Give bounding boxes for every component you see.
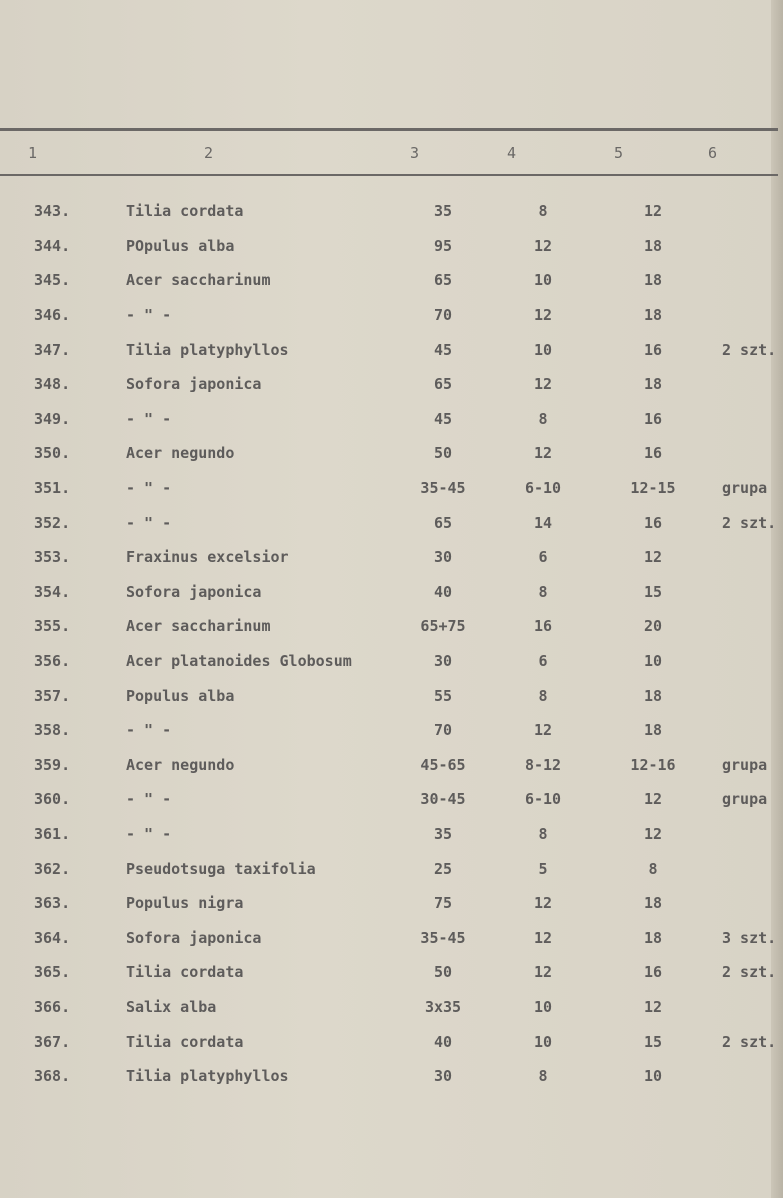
col-4-value: 6 [538, 548, 548, 567]
species-name: Acer saccharinum [126, 617, 271, 636]
col-3-value: 65 [433, 271, 453, 290]
col-4-value: 14 [533, 513, 553, 532]
table-row [0, 1024, 783, 1059]
col-3-value: 75 [433, 894, 453, 913]
table-row [0, 298, 783, 333]
species-name: Tilia platyphyllos [126, 340, 289, 359]
table-row [0, 367, 783, 402]
col-5-value: 8 [648, 859, 658, 878]
row-number: 357. [34, 686, 71, 705]
header-col-6: 6 [708, 144, 718, 162]
col-6-note: 2 szt. [722, 340, 777, 359]
row-number: 355. [34, 617, 71, 636]
col-3-value: 70 [433, 306, 453, 325]
col-4-value: 12 [533, 721, 553, 740]
col-3-value: 35 [433, 202, 453, 221]
col-4-value: 12 [533, 306, 553, 325]
col-6-note: 2 szt. [722, 963, 777, 982]
col-5-value: 18 [643, 271, 663, 290]
col-6-note [708, 367, 783, 402]
col-5-value: 12 [643, 548, 663, 567]
col-4-value: 6 [538, 652, 548, 671]
col-3-value: 25 [433, 859, 453, 878]
col-4-value: 12 [533, 894, 553, 913]
col-3-value: 65 [433, 375, 453, 394]
col-6-note: grupa [722, 790, 768, 809]
row-number: 367. [34, 1032, 71, 1051]
col-3-value: 50 [433, 963, 453, 982]
row-number: 360. [34, 790, 71, 809]
species-name: Sofora japonica [126, 375, 262, 394]
species-name: Tilia platyphyllos [126, 1067, 289, 1086]
col-5-value: 16 [643, 513, 663, 532]
col-5-value: 18 [643, 721, 663, 740]
table-row [0, 332, 783, 367]
col-3-value: 65+75 [420, 617, 466, 636]
col-6-note [708, 886, 783, 921]
col-4-value: 12 [533, 375, 553, 394]
row-number: 363. [34, 894, 71, 913]
col-6-note [708, 990, 783, 1025]
col-3-value: 35-45 [420, 928, 466, 947]
row-number: 364. [34, 928, 71, 947]
col-5-value: 16 [643, 409, 663, 428]
col-6-note [708, 851, 783, 886]
species-name: Acer saccharinum [126, 271, 271, 290]
col-6-note: 3 szt. [722, 928, 777, 947]
row-number: 347. [34, 340, 71, 359]
table-row [0, 748, 783, 783]
table-row [0, 229, 783, 264]
col-3-value: 30 [433, 652, 453, 671]
col-5-value: 10 [643, 652, 663, 671]
table-row [0, 1059, 783, 1094]
row-number: 345. [34, 271, 71, 290]
col-5-value: 18 [643, 375, 663, 394]
row-number: 344. [34, 236, 71, 255]
tree-inventory-table [0, 194, 783, 1093]
col-5-value: 12 [643, 202, 663, 221]
col-3-value: 30 [433, 548, 453, 567]
col-5-value: 12-15 [630, 479, 676, 498]
col-5-value: 12-16 [630, 755, 676, 774]
col-5-value: 16 [643, 340, 663, 359]
col-5-value: 15 [643, 1032, 663, 1051]
col-4-value: 8-12 [524, 755, 562, 774]
table-row [0, 505, 783, 540]
col-5-value: 18 [643, 306, 663, 325]
col-4-value: 6-10 [524, 790, 562, 809]
species-name: Sofora japonica [126, 582, 262, 601]
row-number: 365. [34, 963, 71, 982]
col-5-value: 12 [643, 997, 663, 1016]
table-header [0, 144, 783, 166]
col-6-note [708, 817, 783, 852]
col-5-value: 18 [643, 928, 663, 947]
table-row [0, 851, 783, 886]
species-name: - " - [126, 409, 172, 428]
species-name: Tilia cordata [126, 963, 244, 982]
col-5-value: 16 [643, 963, 663, 982]
row-number: 352. [34, 513, 71, 532]
row-number: 350. [34, 444, 71, 463]
header-col-3: 3 [410, 144, 420, 162]
col-3-value: 45-65 [420, 755, 466, 774]
table-row [0, 402, 783, 437]
col-4-value: 10 [533, 1032, 553, 1051]
col-3-value: 45 [433, 409, 453, 428]
col-3-value: 30 [433, 1067, 453, 1086]
col-4-value: 12 [533, 444, 553, 463]
col-3-value: 50 [433, 444, 453, 463]
header-col-4: 4 [507, 144, 517, 162]
col-3-value: 35-45 [420, 479, 466, 498]
col-4-value: 12 [533, 236, 553, 255]
species-name: Populus nigra [126, 894, 244, 913]
row-number: 353. [34, 548, 71, 567]
table-row [0, 471, 783, 506]
col-6-note [708, 713, 783, 748]
col-6-note: grupa [722, 479, 768, 498]
col-6-note: grupa [722, 755, 768, 774]
col-4-value: 8 [538, 409, 548, 428]
col-6-note [708, 678, 783, 713]
col-6-note [708, 436, 783, 471]
table-top-rule [0, 128, 778, 131]
row-number: 348. [34, 375, 71, 394]
col-3-value: 40 [433, 1032, 453, 1051]
col-5-value: 20 [643, 617, 663, 636]
col-4-value: 10 [533, 340, 553, 359]
species-name: Fraxinus excelsior [126, 548, 289, 567]
row-number: 346. [34, 306, 71, 325]
table-row [0, 817, 783, 852]
col-3-value: 55 [433, 686, 453, 705]
col-4-value: 8 [538, 686, 548, 705]
table-row [0, 920, 783, 955]
col-5-value: 18 [643, 236, 663, 255]
species-name: Tilia cordata [126, 202, 244, 221]
species-name: Acer platanoides Globosum [126, 652, 352, 671]
table-row [0, 955, 783, 990]
table-row [0, 886, 783, 921]
species-name: - " - [126, 306, 172, 325]
species-name: Sofora japonica [126, 928, 262, 947]
col-4-value: 8 [538, 202, 548, 221]
row-number: 356. [34, 652, 71, 671]
col-5-value: 12 [643, 790, 663, 809]
col-3-value: 95 [433, 236, 453, 255]
species-name: POpulus alba [126, 236, 235, 255]
col-5-value: 16 [643, 444, 663, 463]
col-4-value: 12 [533, 928, 553, 947]
table-row [0, 644, 783, 679]
col-4-value: 8 [538, 824, 548, 843]
col-3-value: 40 [433, 582, 453, 601]
col-5-value: 15 [643, 582, 663, 601]
species-name: Populus alba [126, 686, 235, 705]
table-row [0, 575, 783, 610]
row-number: 358. [34, 721, 71, 740]
header-col-1: 1 [28, 144, 38, 162]
col-4-value: 10 [533, 271, 553, 290]
row-number: 362. [34, 859, 71, 878]
col-3-value: 35 [433, 824, 453, 843]
table-row [0, 540, 783, 575]
row-number: 368. [34, 1067, 71, 1086]
row-number: 351. [34, 479, 71, 498]
col-6-note: 2 szt. [722, 513, 777, 532]
col-4-value: 5 [538, 859, 548, 878]
header-col-5: 5 [614, 144, 624, 162]
col-4-value: 6-10 [524, 479, 562, 498]
row-number: 349. [34, 409, 71, 428]
col-6-note [708, 575, 783, 610]
table-row [0, 990, 783, 1025]
species-name: Pseudotsuga taxifolia [126, 859, 316, 878]
species-name: Salix alba [126, 997, 217, 1016]
species-name: - " - [126, 513, 172, 532]
col-4-value: 12 [533, 963, 553, 982]
col-3-value: 65 [433, 513, 453, 532]
table-body [0, 194, 783, 1093]
col-6-note [708, 229, 783, 264]
col-6-note [708, 1059, 783, 1094]
row-number: 354. [34, 582, 71, 601]
table-row [0, 609, 783, 644]
col-4-value: 8 [538, 1067, 548, 1086]
header-col-2: 2 [204, 144, 214, 162]
table-row [0, 436, 783, 471]
col-5-value: 18 [643, 894, 663, 913]
row-number: 361. [34, 824, 71, 843]
col-6-note: 2 szt. [722, 1032, 777, 1051]
species-name: Acer negundo [126, 755, 235, 774]
species-name: - " - [126, 479, 172, 498]
species-name: Acer negundo [126, 444, 235, 463]
col-3-value: 45 [433, 340, 453, 359]
col-4-value: 10 [533, 997, 553, 1016]
col-3-value: 70 [433, 721, 453, 740]
species-name: Tilia cordata [126, 1032, 244, 1051]
species-name: - " - [126, 721, 172, 740]
header-bottom-rule [0, 174, 778, 176]
row-number: 343. [34, 202, 71, 221]
col-6-note [708, 402, 783, 437]
col-6-note [708, 609, 783, 644]
col-5-value: 12 [643, 824, 663, 843]
col-6-note [708, 644, 783, 679]
col-4-value: 8 [538, 582, 548, 601]
species-name: - " - [126, 790, 172, 809]
col-6-note [708, 540, 783, 575]
table-row [0, 263, 783, 298]
row-number: 366. [34, 997, 71, 1016]
col-4-value: 16 [533, 617, 553, 636]
species-name: - " - [126, 824, 172, 843]
table-row [0, 678, 783, 713]
table-row [0, 194, 783, 229]
col-3-value: 30-45 [420, 790, 466, 809]
col-5-value: 10 [643, 1067, 663, 1086]
col-5-value: 18 [643, 686, 663, 705]
col-6-note [708, 194, 783, 229]
table-row [0, 713, 783, 748]
col-3-value: 3x35 [424, 997, 462, 1016]
col-6-note [708, 298, 783, 333]
row-number: 359. [34, 755, 71, 774]
table-row [0, 782, 783, 817]
col-6-note [708, 263, 783, 298]
